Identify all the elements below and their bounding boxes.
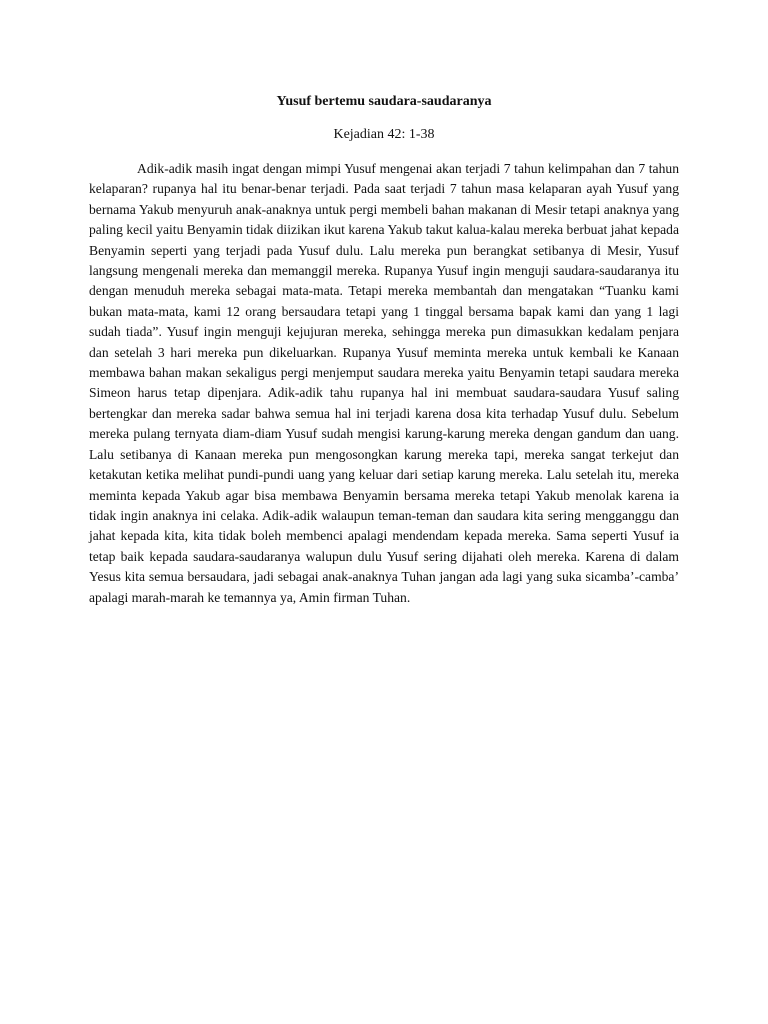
scripture-reference: Kejadian 42: 1-38 xyxy=(333,127,435,142)
story-paragraph: Adik-adik masih ingat dengan mimpi Yusuf mengenai akan terjadi 7 tahun kelimpahan dan 7 tahun kelaparan? rupanya hal itu benar-benar terjadi. Pada saat terjadi 7 tahun masa kelaparan ayah Yusuf yang bernama Yakub menyuruh anak-anaknya untuk pergi membeli bahan makanan di Mesir tetapi anaknya yang paling kecil yaitu Benyamin tidak diizikan ikut karena Yakub takut kalua-kalau mereka berbuat jahat kepada Benyamin seperti yang terjadi pada Yusuf dulu. Lalu mereka pun berangkat setibanya di Mesir, Yusuf langsung mengenali mereka dan memanggil mereka. Rupanya Yusuf ingin menguji saudara-saudaranya itu dengan menuduh mereka sebagai mata-mata. Tetapi mereka membantah dan mengatakan “Tuanku kami bukan mata-mata, kami 12 orang bersaudara tetapi yang 1 tinggal bersama bapak kami dan yang 1 lagi sudah tiada”. Yusuf ingin menguji kejujuran mereka, sehingga mereka pun dimasukkan kedalam penjara dan setelah 3 hari mereka pun dikeluarkan. Rupanya Yusuf meminta mereka untuk kembali ke Kanaan membawa bahan makan sekaligus pergi menjemput saudara mereka yaitu Benyamin tetapi saudara mereka Simeon harus tetap dipenjara. Adik-adik tahu rupanya hal ini membuat saudara-saudara Yusuf saling bertengkar dan mereka sadar bahwa semua hal ini terjadi karena dosa kita terhadap Yusuf dulu. Sebelum mereka pulang ternyata diam-diam Yusuf sudah mengisi karung-karung mereka dengan gandum dan uang. Lalu setibanya di Kanaan mereka pun mengosongkan karung mereka tapi, mereka sangat terkejut dan ketakutan ketika melihat pundi-pundi uang yang keluar dari setiap karung mereka. Lalu setelah itu, mereka meminta kepada Yakub agar bisa membawa Benyamin bersama mereka tetapi Yakub menolak karena ia tidak ingin anaknya ini celaka. Adik-adik walaupun teman-teman dan saudara kita sering mengganggu dan jahat kepada kita, kita tidak boleh membenci apalagi mendendam kepada mereka. Sama seperti Yusuf ia tetap baik kepada saudara-saudaranya walupun dulu Yusuf sering dijahati oleh mereka. Karena di dalam Yesus kita semua bersaudara, jadi sebagai anak-anaknya Tuhan jangan ada lagi yang suka sicamba’-camba’ apalagi marah-marah ke temannya ya, Amin firman Tuhan. xyxy=(89,161,679,605)
page-title: Yusuf bertemu saudara-saudaranya xyxy=(276,94,492,109)
